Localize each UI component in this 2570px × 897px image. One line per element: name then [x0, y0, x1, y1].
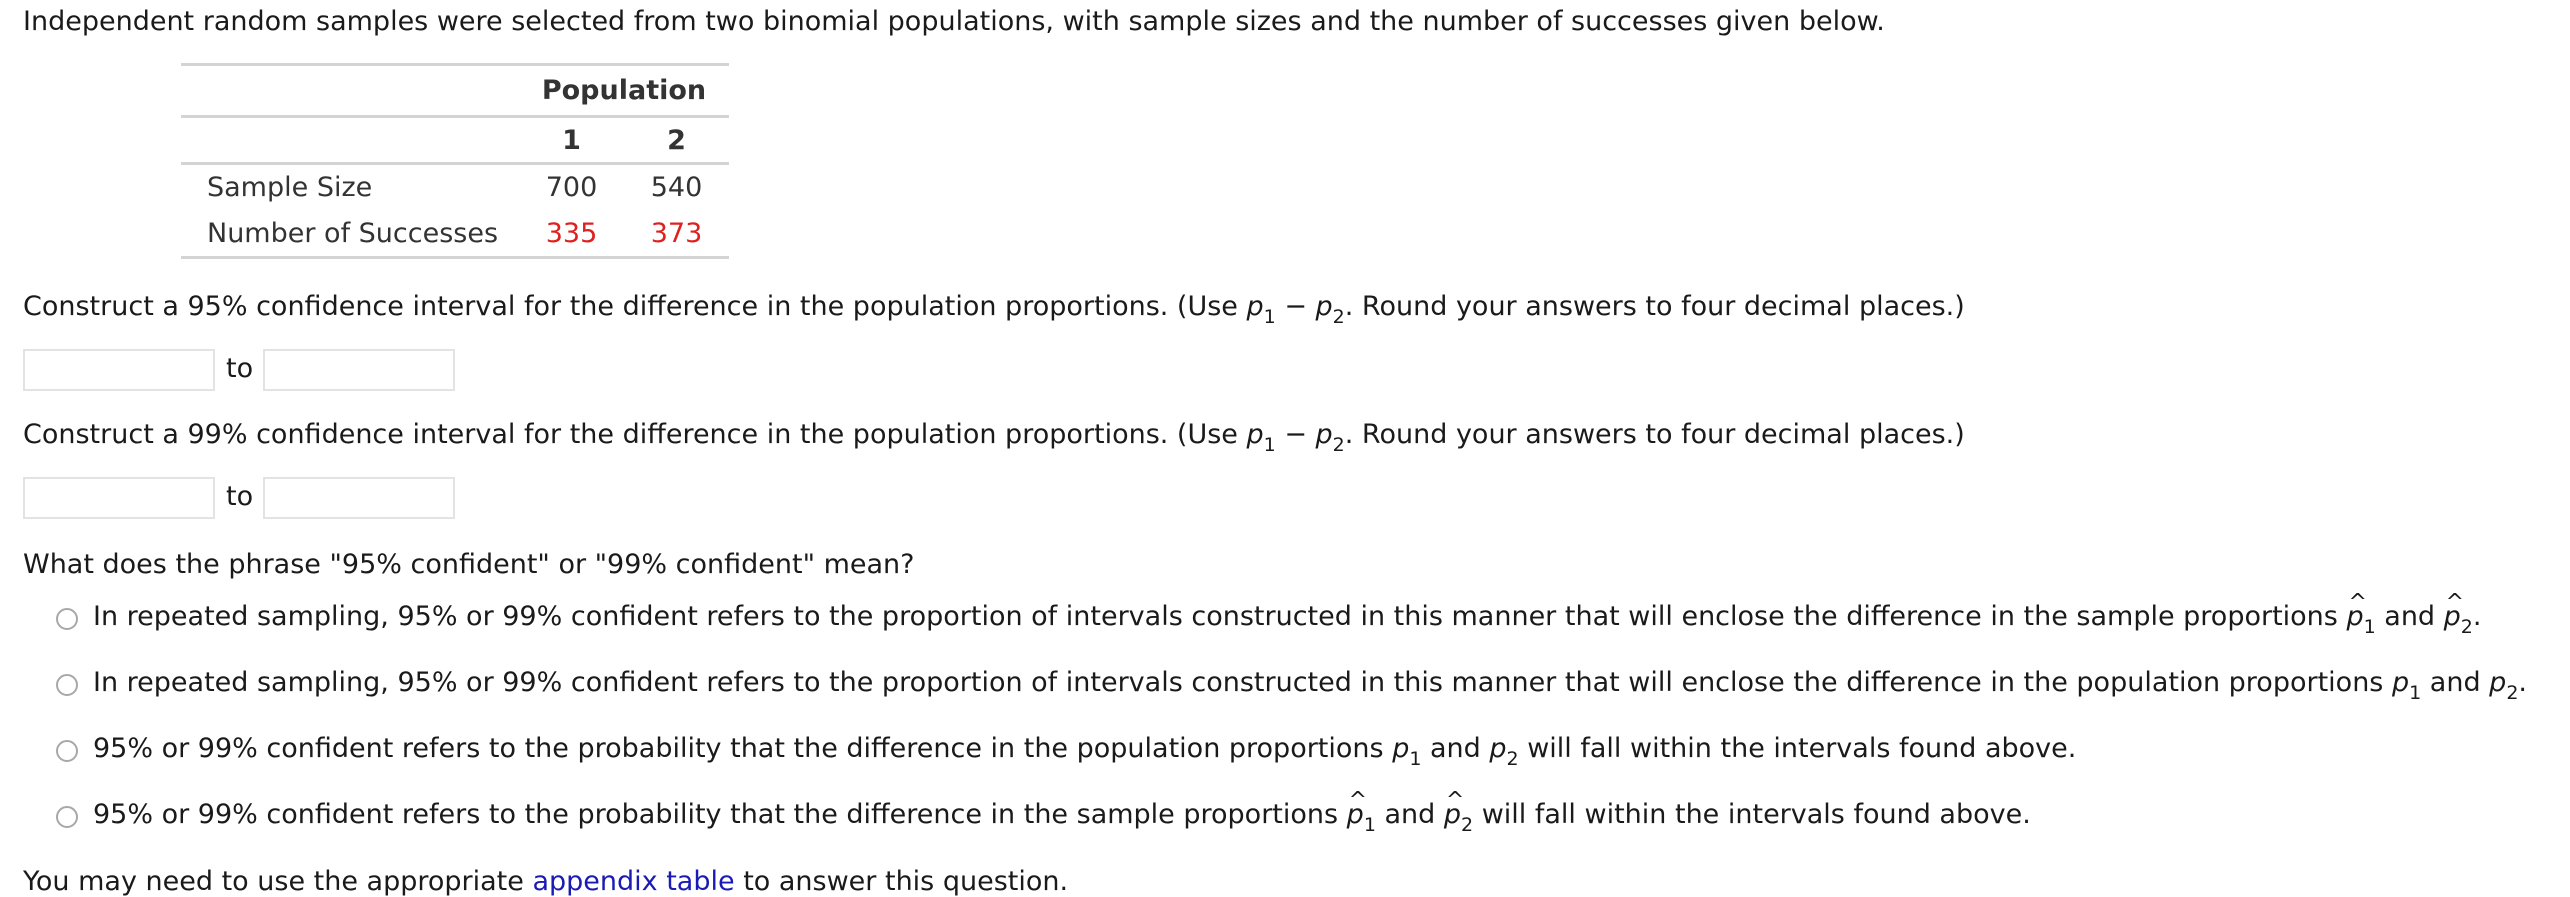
option-3-radio[interactable]: [56, 740, 78, 762]
ci99-upper-input[interactable]: [263, 477, 455, 519]
sample-size-pop2: 540: [650, 172, 703, 204]
column-header-1: 1: [562, 124, 581, 156]
option-2-text[interactable]: In repeated sampling, 95% or 99% confident refers to the proportion of intervals constructed in this manner that will enclose the difference in the population proportions $p_1$ and $p_2$.: [93, 667, 2527, 704]
sample-size-pop1: 700: [545, 172, 598, 204]
ci95-lower-input[interactable]: [23, 349, 215, 391]
successes-pop1: 335: [545, 217, 598, 249]
option-1-text[interactable]: In repeated sampling, 95% or 99% confident refers to the proportion of intervals constructed in this manner that will enclose the difference in the sample proportions ^ $p_1$ and ^ $p_2$.: [93, 597, 2481, 637]
ci99-lower-input[interactable]: [23, 477, 215, 519]
population-table: [181, 63, 729, 259]
option-1-radio[interactable]: [56, 608, 78, 630]
successes-pop2: 373: [650, 217, 703, 249]
option-2-radio[interactable]: [56, 674, 78, 696]
option-3-text[interactable]: 95% or 99% confident refers to the probability that the difference in the population proportions $p_1$ and $p_2$ will fall within the intervals found above.: [93, 733, 2077, 770]
meaning-question: What does the phrase "95% confident" or "99% confident" mean?: [23, 549, 915, 580]
column-header-2: 2: [667, 124, 686, 156]
appendix-table-link[interactable]: appendix table: [532, 866, 735, 897]
ci95-upper-input[interactable]: [263, 349, 455, 391]
option-4-text[interactable]: 95% or 99% confident refers to the probability that the difference in the sample proportions ^ $p_1$ and ^ $p_2$ will fall within the intervals found above.: [93, 795, 2031, 835]
table-row: [181, 164, 729, 211]
table-row: [181, 211, 729, 258]
footer-note: You may need to use the appropriate appendix table to answer this question.: [23, 866, 1069, 897]
intro-text: Independent random samples were selected from two binomial populations, with sample sizes and the number of successes given below.: [23, 6, 1885, 37]
question-99-text: Construct a 99% confidence interval for the difference in the population proportions. (Use $p_1 - p_2$. Round your answers to four decimal places.): [23, 419, 1965, 456]
ci99-to-label: to: [226, 481, 254, 512]
option-4-radio[interactable]: [56, 806, 78, 828]
ci95-to-label: to: [226, 353, 254, 384]
row-label-sample-size: Sample Size: [207, 172, 373, 204]
row-label-successes: Number of Successes: [207, 217, 499, 249]
question-95-text: Construct a 95% confidence interval for the difference in the population proportions. (Use $p_1 - p_2$. Round your answers to four decimal places.): [23, 291, 1965, 328]
population-header: Population: [541, 75, 707, 106]
